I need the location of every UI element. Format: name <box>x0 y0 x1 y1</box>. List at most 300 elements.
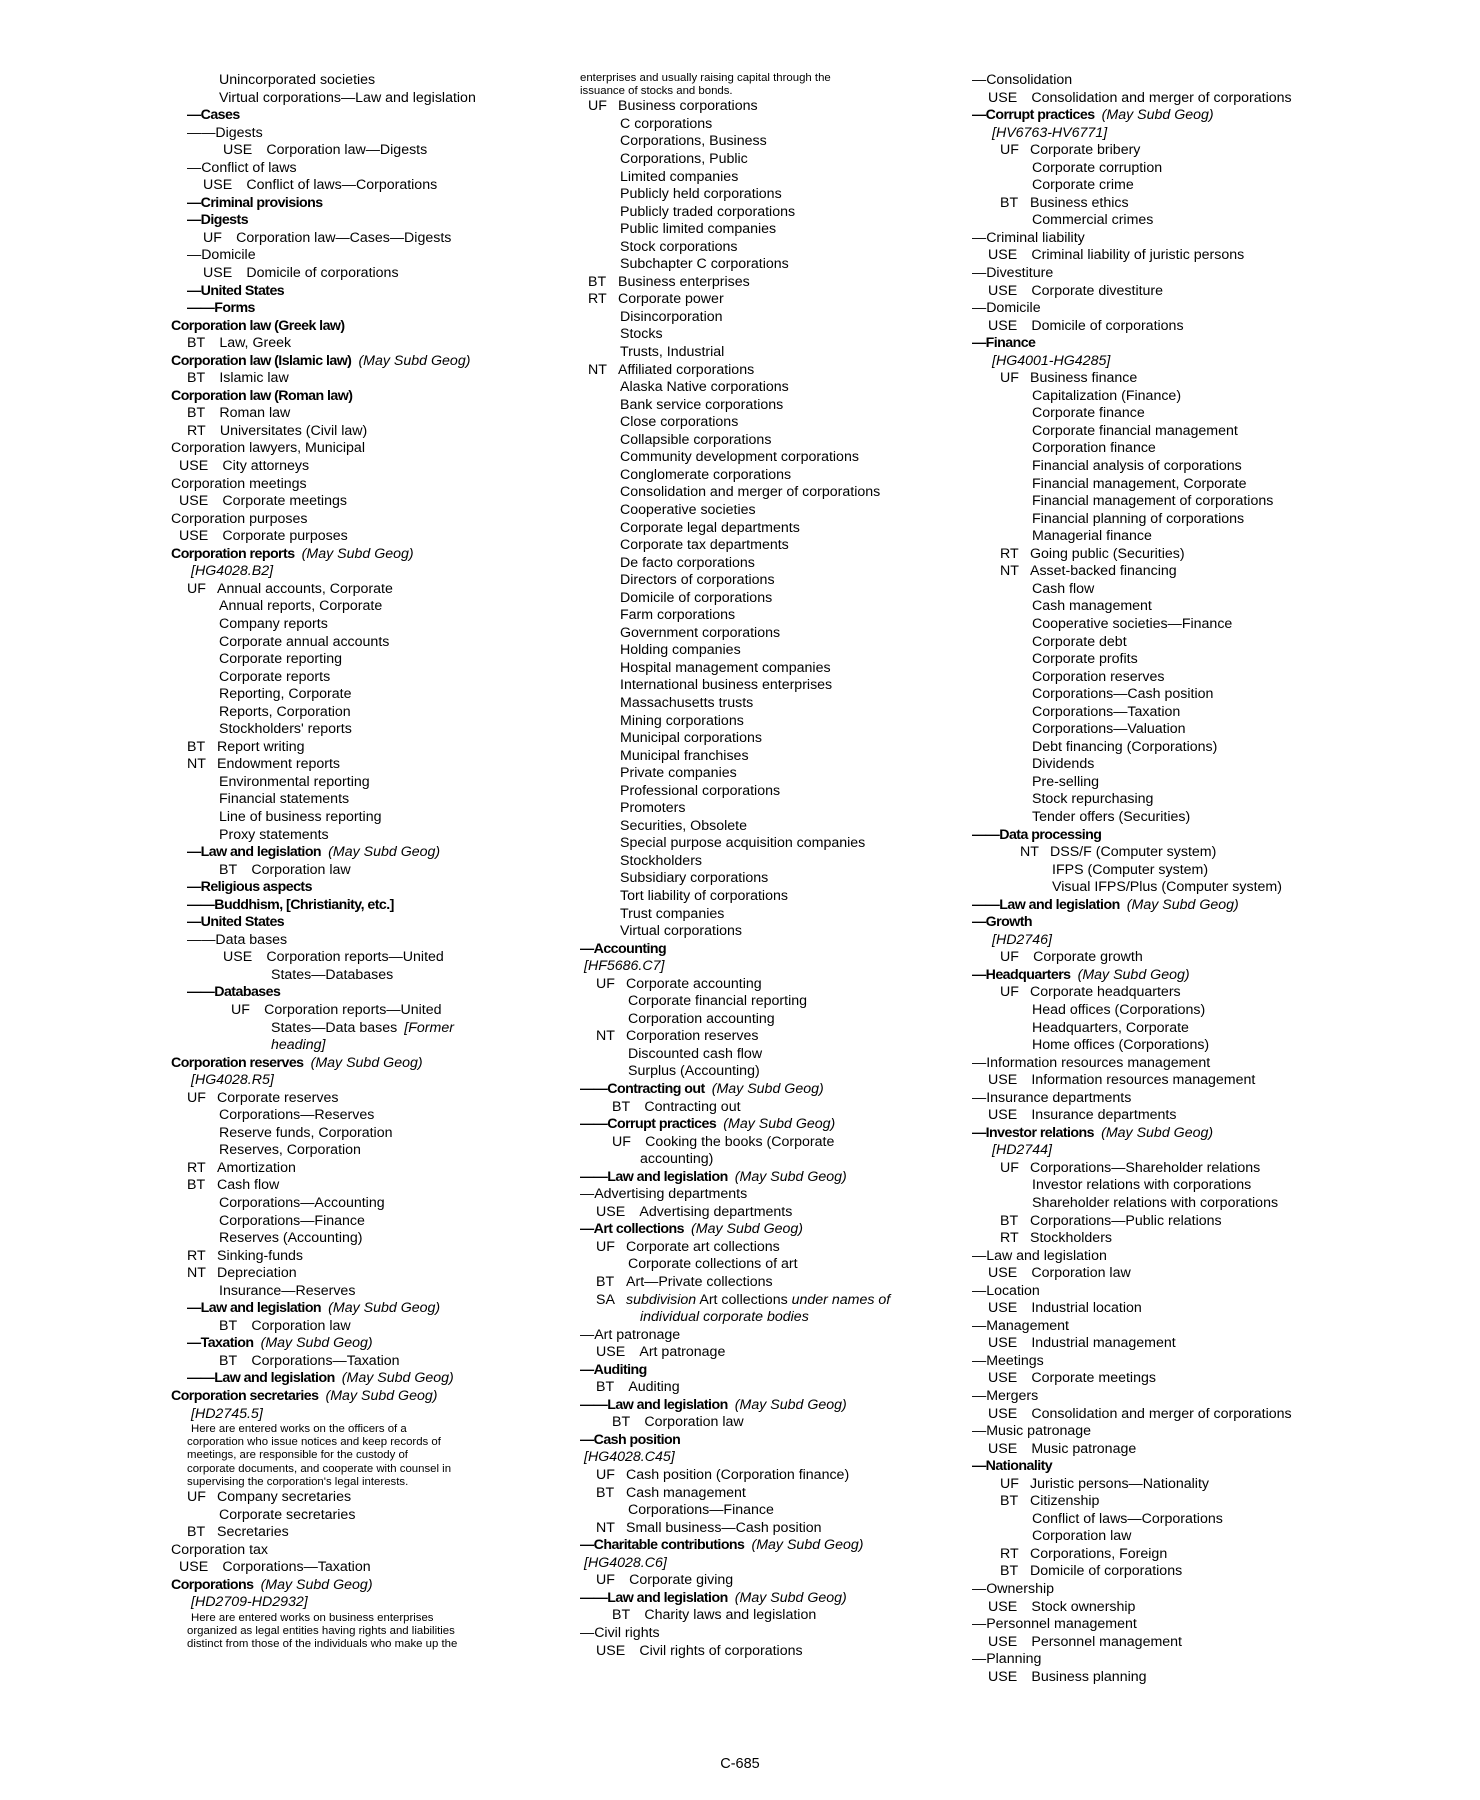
line-text: BT Corporation law <box>219 1317 351 1334</box>
scope-note-line <box>171 1625 601 1638</box>
line-text: Home offices (Corporations) <box>1032 1037 1210 1054</box>
entry-line <box>972 283 1392 301</box>
line-text: Corporation tax <box>171 1541 268 1558</box>
heading-line <box>580 1397 970 1415</box>
line-text: BT Law, Greek <box>187 335 292 352</box>
line-text: IFPS (Computer system) <box>1052 861 1209 878</box>
entry-line <box>580 1099 970 1117</box>
related-term: Business ethics <box>1030 194 1129 211</box>
entry-line <box>171 1594 601 1612</box>
line-text: Corporation law (Roman law) <box>171 387 353 404</box>
relation-code: BT <box>596 1484 615 1501</box>
line-text: Municipal corporations <box>620 730 762 747</box>
related-term: Corporate art collections <box>626 1238 780 1255</box>
qualifier: (May Subd Geog) <box>683 1221 804 1238</box>
entry-line <box>580 1239 970 1257</box>
scope-note-line <box>580 72 970 85</box>
entry-line <box>972 318 1392 336</box>
related-term: Business enterprises <box>618 273 750 290</box>
related-term: Going public (Securities) <box>1030 545 1185 562</box>
line-text: ——Data bases <box>187 931 288 948</box>
line-text: States—Databases <box>271 966 394 983</box>
line-text: Corporate tax departments <box>620 537 789 554</box>
heading-line <box>171 897 601 915</box>
related-term: Endowment reports <box>217 756 341 773</box>
entry-line <box>580 1151 970 1169</box>
entry-line <box>580 748 970 766</box>
line-text: —Taxation <box>187 1335 254 1352</box>
entry-line <box>972 1511 1392 1529</box>
qualifier: (May Subd Geog) <box>321 844 441 861</box>
relation-code: NT <box>187 1265 206 1282</box>
related-term: Company secretaries <box>217 1489 352 1506</box>
line-text: USE Industrial management <box>988 1335 1176 1352</box>
entry-line <box>972 1370 1392 1388</box>
line-text: Corporate legal departments <box>620 519 800 536</box>
entry-line <box>580 1204 970 1222</box>
entry-line <box>972 458 1392 476</box>
line-text: UF Cooking the books (Corporate <box>612 1133 835 1150</box>
entry-line <box>580 151 970 169</box>
line-text: Corporations, Business <box>620 133 767 150</box>
line-text: Corporate financial management <box>1032 422 1238 439</box>
related-term: Juristic persons—Nationality <box>1030 1475 1209 1492</box>
line-text: Investor relations with corporations <box>1032 1177 1252 1194</box>
entry-line <box>580 484 970 502</box>
line-text: Disincorporation <box>620 308 723 325</box>
related-term: Asset-backed financing <box>1030 563 1177 580</box>
relation-code: BT <box>588 273 607 290</box>
entry-line <box>972 1160 1392 1178</box>
entry-line <box>580 1327 970 1345</box>
entry-line <box>972 616 1392 634</box>
entry-line <box>972 177 1392 195</box>
entry-line <box>580 1607 970 1625</box>
line-text: BT Corporations—Taxation <box>219 1352 400 1369</box>
line-text: [HG4028.R5] <box>191 1072 274 1089</box>
entry-line <box>580 414 970 432</box>
entry-line <box>972 756 1392 774</box>
entry-line <box>171 1559 601 1577</box>
line-text: Corporations—Accounting <box>219 1195 385 1211</box>
line-text: USE Conflict of laws—Corporations <box>203 177 438 194</box>
entry-line <box>171 1406 601 1424</box>
line-text: ——Forms <box>187 300 255 317</box>
line-text: Head offices (Corporations) <box>1032 1001 1206 1018</box>
line-text: Corporation law (Greek law) <box>171 317 345 334</box>
line-text: —Personnel management <box>972 1616 1137 1633</box>
entry-line <box>171 616 601 634</box>
line-text: Publicly traded corporations <box>620 203 796 220</box>
related-term: Corporate bribery <box>1030 142 1141 159</box>
heading-line <box>171 318 601 336</box>
related-term: Sinking-funds <box>217 1247 303 1264</box>
line-text: USE Advertising departments <box>596 1203 793 1220</box>
entry-line <box>171 247 601 265</box>
line-text: Stockholders' reports <box>219 721 352 738</box>
entry-line <box>171 160 601 178</box>
entry-line <box>171 669 601 687</box>
entry-line <box>171 1507 601 1525</box>
qualifier: (May Subd Geog) <box>727 1396 847 1413</box>
line-text: Corporation law (Islamic law) <box>171 352 352 369</box>
line-text: Corporation finance <box>1032 440 1156 457</box>
column-2 <box>580 72 970 1660</box>
entry-line <box>972 1195 1392 1213</box>
line-text: BT Corporation law <box>219 861 351 878</box>
line-text: Proxy statements <box>219 826 329 843</box>
line-text: organized as legal entities having rights and liabilities <box>187 1625 455 1638</box>
relation-code: UF <box>596 1467 615 1484</box>
line-text: USE Corporate meetings <box>988 1370 1156 1387</box>
line-text: Public limited companies <box>620 221 777 238</box>
entry-line <box>171 1542 601 1560</box>
line-text: Consolidation and merger of corporations <box>620 484 881 501</box>
column-3 <box>972 72 1392 1686</box>
line-text: ——Buddhism, [Christianity, etc.] <box>187 896 394 913</box>
heading-line <box>171 1300 601 1318</box>
entry-line <box>972 230 1392 248</box>
relation-code: UF <box>1000 1475 1019 1492</box>
relation-code: UF <box>596 1238 615 1255</box>
entry-line <box>972 405 1392 423</box>
entry-line <box>972 1546 1392 1564</box>
entry-line <box>580 1502 970 1520</box>
line-text: USE Corporations—Taxation <box>179 1559 371 1576</box>
entry-line <box>972 844 1392 862</box>
entry-line <box>972 195 1392 213</box>
entry-line <box>580 116 970 134</box>
related-term: Small business—Cash position <box>626 1519 822 1536</box>
heading-line <box>171 283 601 301</box>
related-term: Corporations, Foreign <box>1030 1545 1168 1562</box>
heading-line <box>580 1169 970 1187</box>
entry-line <box>580 520 970 538</box>
entry-line <box>972 563 1392 581</box>
entry-line <box>171 756 601 774</box>
line-text: Corporation reserves <box>1032 668 1165 685</box>
entry-line <box>972 809 1392 827</box>
line-text: Cash management <box>1032 598 1152 615</box>
line-text: Domicile of corporations <box>620 589 773 606</box>
entry-line <box>171 1489 601 1507</box>
line-text: —Art collections <box>580 1221 684 1238</box>
line-text: Corporation reports <box>171 545 295 562</box>
related-term: Depreciation <box>217 1265 297 1282</box>
scope-note-line <box>171 1436 601 1449</box>
line-text: UF Corporate growth <box>1000 949 1143 966</box>
entry-line <box>171 1318 601 1336</box>
line-text: USE Consolidation and merger of corporations <box>988 1405 1292 1422</box>
line-text: Corporate financial reporting <box>628 993 808 1010</box>
entry-line <box>580 362 970 380</box>
line-text: individual corporate bodies <box>640 1309 809 1326</box>
entry-line <box>972 1072 1392 1090</box>
line-text: —Digests <box>187 212 249 229</box>
relation-code: UF <box>588 98 607 115</box>
entry-line <box>171 1107 601 1125</box>
entry-line <box>972 1020 1392 1038</box>
heading-line <box>972 967 1392 985</box>
related-term: Cash flow <box>217 1177 280 1194</box>
entry-line <box>171 1195 601 1213</box>
relation-code: UF <box>187 580 206 597</box>
line-text: USE Corporate meetings <box>179 493 347 510</box>
line-text: —Nationality <box>972 1458 1053 1475</box>
line-text: USE Corporation law—Digests <box>223 142 428 159</box>
entry-line <box>171 598 601 616</box>
line-text: Close corporations <box>620 414 739 431</box>
entry-line <box>580 555 970 573</box>
entry-line <box>972 528 1392 546</box>
line-text: International business enterprises <box>620 677 833 694</box>
line-text: Mining corporations <box>620 712 744 729</box>
line-text: Here are entered works on the officers of a <box>191 1423 407 1436</box>
line-text: Commercial crimes <box>1032 212 1154 229</box>
line-text: ——Law and legislation <box>580 1396 728 1413</box>
qualifier: (May Subd Geog) <box>1070 966 1190 983</box>
entry-line <box>972 160 1392 178</box>
entry-line <box>972 1651 1392 1669</box>
heading-line <box>580 1362 970 1380</box>
related-term: Annual accounts, Corporate <box>217 580 393 597</box>
entry-line <box>972 1107 1392 1125</box>
entry-line <box>972 476 1392 494</box>
related-term: Art—Private collections <box>626 1274 773 1291</box>
entry-line <box>580 1449 970 1467</box>
entry-line <box>580 1134 970 1152</box>
entry-line <box>580 888 970 906</box>
related-term: Cash position (Corporation finance) <box>626 1467 850 1484</box>
line-text: —Law and legislation <box>187 1300 322 1317</box>
line-text: Discounted cash flow <box>628 1045 763 1062</box>
line-text: Corporate finance <box>1032 405 1145 422</box>
line-text: Corporations—Taxation <box>1032 703 1181 720</box>
line-text: Cooperative societies—Finance <box>1032 615 1233 632</box>
relation-code: RT <box>1000 1230 1019 1247</box>
related-term: Affiliated corporations <box>618 361 755 378</box>
line-text: BT Charity laws and legislation <box>612 1607 817 1624</box>
entry-line <box>171 563 601 581</box>
line-text: Corporation meetings <box>171 475 307 492</box>
entry-line <box>171 791 601 809</box>
scope-note-line <box>171 1638 601 1651</box>
line-text: Reporting, Corporate <box>219 686 352 703</box>
entry-line <box>171 90 601 108</box>
line-text: meetings, are responsible for the custody of <box>187 1449 408 1462</box>
relation-code: RT <box>588 291 607 308</box>
entry-line <box>580 309 970 327</box>
heading-line <box>972 1458 1392 1476</box>
entry-line <box>580 695 970 713</box>
entry-line <box>972 1528 1392 1546</box>
relation-code: UF <box>596 975 615 992</box>
entry-line <box>972 1616 1392 1634</box>
heading-line <box>580 1081 970 1099</box>
heading-line <box>580 1537 970 1555</box>
line-text: —Planning <box>972 1651 1042 1668</box>
qualifier: (May Subd Geog) <box>727 1168 847 1185</box>
line-text: USE Domicile of corporations <box>203 265 399 282</box>
entry-line <box>972 1406 1392 1424</box>
line-text: Financial planning of corporations <box>1032 510 1245 527</box>
entry-line <box>580 239 970 257</box>
line-text: —Law and legislation <box>187 844 322 861</box>
heading-line <box>171 1388 601 1406</box>
entry-line <box>171 581 601 599</box>
relation-code: RT <box>187 1247 206 1264</box>
entry-line <box>972 1300 1392 1318</box>
entry-line <box>972 1142 1392 1160</box>
related-term: Cash management <box>626 1484 746 1501</box>
qualifier: (May Subd Geog) <box>253 1335 373 1352</box>
line-text: —Consolidation <box>972 72 1073 88</box>
line-text: Collapsible corporations <box>620 431 772 448</box>
line-text: enterprises and usually raising capital through the <box>580 72 831 84</box>
entry-line <box>972 265 1392 283</box>
entry-line <box>972 247 1392 265</box>
qualifier: (May Subd Geog) <box>294 545 414 562</box>
entry-line <box>580 1643 970 1661</box>
related-term: Corporate headquarters <box>1030 984 1181 1001</box>
line-text: Annual reports, Corporate <box>219 598 383 615</box>
line-text: [HF5686.C7] <box>584 958 665 975</box>
relation-code: RT <box>1000 545 1019 562</box>
qualifier: (May Subd Geog) <box>1094 1124 1214 1141</box>
line-text: Corporate reports <box>219 668 331 685</box>
entry-line <box>580 432 970 450</box>
line-text: Corporation accounting <box>628 1010 775 1027</box>
entry-line <box>171 335 601 353</box>
line-text: Corporations—Reserves <box>219 1107 375 1124</box>
heading-line <box>171 984 601 1002</box>
line-text: Headquarters, Corporate <box>1032 1019 1189 1036</box>
entry-line <box>972 1634 1392 1652</box>
line-text: Trust companies <box>620 905 725 922</box>
related-term: Business finance <box>1030 370 1138 387</box>
line-text: —Civil rights <box>580 1624 660 1641</box>
line-text: Stockholders <box>620 852 703 869</box>
entry-line <box>972 142 1392 160</box>
entry-line <box>171 265 601 283</box>
heading-line <box>171 1370 601 1388</box>
entry-line <box>171 827 601 845</box>
line-text: C corporations <box>620 115 713 132</box>
scope-note-line <box>171 1449 601 1462</box>
entry-line <box>580 256 970 274</box>
line-text: Corporate debt <box>1032 633 1127 650</box>
line-text: Corporate crime <box>1032 177 1134 194</box>
entry-line <box>972 1353 1392 1371</box>
line-text: Municipal franchises <box>620 747 749 764</box>
line-text: Surplus (Accounting) <box>628 1063 760 1080</box>
entry-line <box>171 651 601 669</box>
line-text: —Headquarters <box>972 966 1071 983</box>
line-text: —Conflict of laws <box>187 159 297 176</box>
entry-line <box>580 133 970 151</box>
entry-line <box>171 949 601 967</box>
heading-line <box>972 335 1392 353</box>
entry-line <box>972 1388 1392 1406</box>
entry-line <box>972 511 1392 529</box>
line-text: —Meetings <box>972 1352 1044 1369</box>
entry-line <box>171 704 601 722</box>
entry-line <box>972 739 1392 757</box>
entry-line <box>972 669 1392 687</box>
entry-line <box>972 370 1392 388</box>
entry-line <box>972 984 1392 1002</box>
entry-line <box>580 783 970 801</box>
line-text: Environmental reporting <box>219 773 370 790</box>
relation-code: BT <box>187 738 206 755</box>
entry-line <box>580 572 970 590</box>
scope-note-line <box>171 1463 601 1476</box>
entry-line <box>580 730 970 748</box>
relation-code: RT <box>187 1159 206 1176</box>
related-term: Business corporations <box>618 98 758 115</box>
line-text: corporate documents, and cooperate with counsel in <box>187 1462 452 1475</box>
entry-line <box>972 440 1392 458</box>
qualifier: (May Subd Geog) <box>321 1300 441 1317</box>
line-text: —Cash position <box>580 1431 681 1448</box>
line-text: USE Consolidation and merger of corporations <box>988 89 1292 106</box>
entry-line <box>580 379 970 397</box>
scope-note-line <box>171 1476 601 1489</box>
relation-code: BT <box>1000 1563 1019 1580</box>
relation-code: BT <box>1000 1212 1019 1229</box>
entry-line <box>580 660 970 678</box>
line-text: USE Industrial location <box>988 1300 1142 1317</box>
entry-line <box>171 1002 601 1020</box>
entry-line <box>972 1599 1392 1617</box>
line-text: USE Information resources management <box>988 1072 1256 1089</box>
line-text: Farm corporations <box>620 607 736 624</box>
line-text: [HD2709-HD2932] <box>191 1594 308 1611</box>
entry-line <box>972 1265 1392 1283</box>
entry-line <box>580 590 970 608</box>
entry-line <box>972 493 1392 511</box>
heading-line <box>171 107 601 125</box>
line-text: [HG4001-HG4285] <box>992 352 1111 369</box>
line-text: Financial management, Corporate <box>1032 475 1247 492</box>
entry-line <box>171 1248 601 1266</box>
qualifier: (May Subd Geog) <box>704 1081 824 1097</box>
line-text: issuance of stocks and bonds. <box>580 85 733 98</box>
qualifier: (May Subd Geog) <box>318 1388 438 1405</box>
line-text: Corporation purposes <box>171 510 308 527</box>
relation-code: UF <box>187 1489 206 1506</box>
entry-line <box>972 1423 1392 1441</box>
qualifier: (May Subd Geog) <box>334 1370 454 1387</box>
entry-line <box>972 423 1392 441</box>
entry-line <box>171 1283 601 1301</box>
heading-line <box>972 107 1392 125</box>
line-text: Insurance—Reserves <box>219 1282 356 1299</box>
entry-line <box>580 607 970 625</box>
related-term: Secretaries <box>217 1524 289 1541</box>
related-term: Corporate accounting <box>626 975 762 992</box>
entry-line <box>580 835 970 853</box>
line-text: Corporations, Public <box>620 151 748 168</box>
line-text: —United States <box>187 914 285 931</box>
entry-line <box>972 1669 1392 1687</box>
entry-line <box>972 1581 1392 1599</box>
entry-line <box>580 1063 970 1081</box>
entry-line <box>171 967 601 985</box>
entry-line <box>972 300 1392 318</box>
entry-line <box>972 1493 1392 1511</box>
line-text: Company reports <box>219 615 328 632</box>
